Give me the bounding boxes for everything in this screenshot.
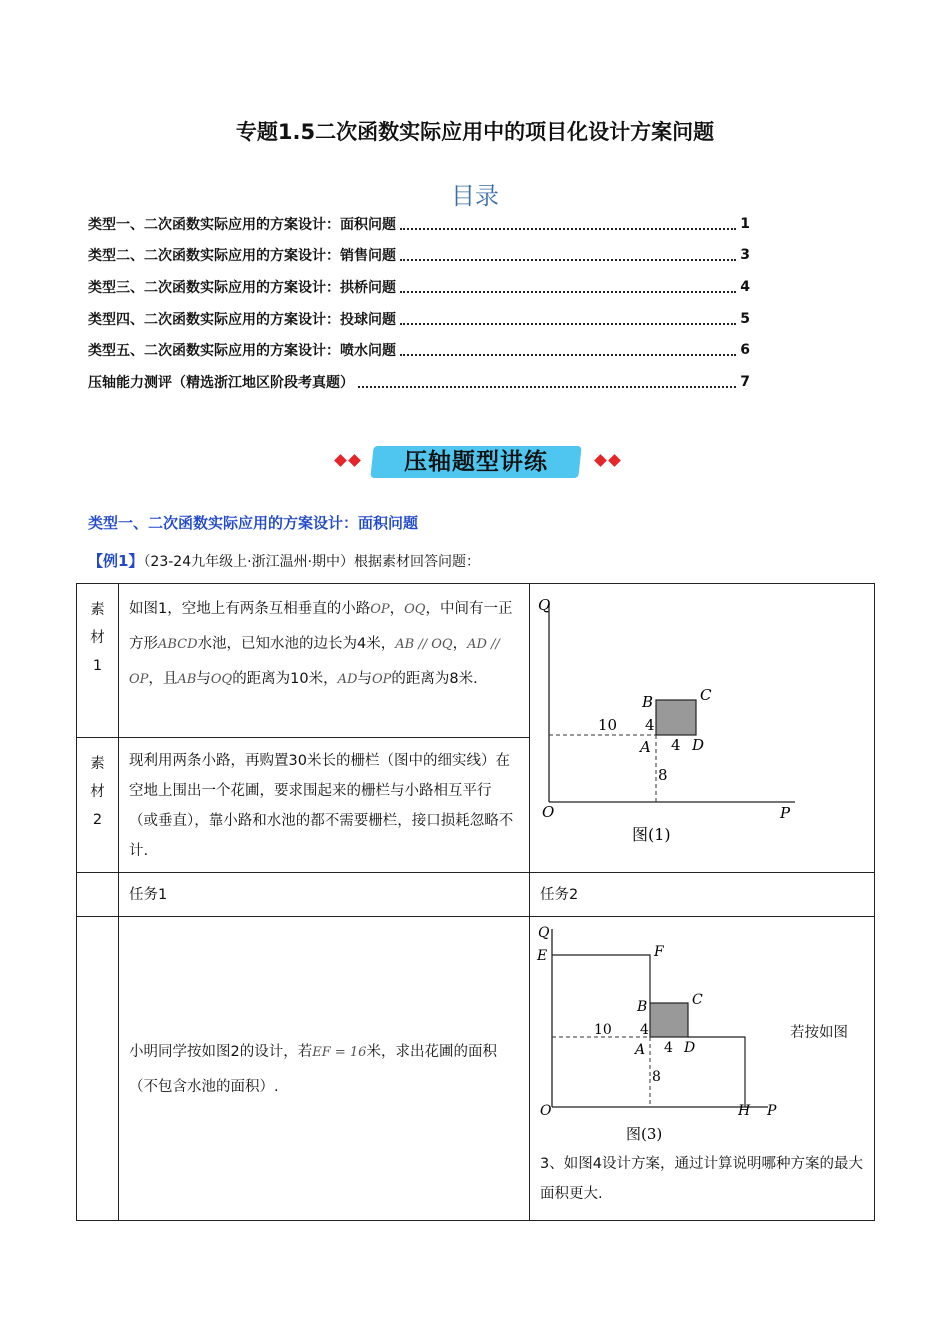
toc-item-2[interactable] bbox=[88, 240, 750, 272]
toc-item-text: 类型五、二次函数实际应用的方案设计：喷水问题 bbox=[88, 343, 396, 360]
dim-8: 8 bbox=[652, 1069, 661, 1085]
problem-table bbox=[76, 583, 875, 1221]
label-c: C bbox=[700, 686, 712, 704]
text-run: 水池，已知水池的边长为4米， bbox=[197, 636, 396, 652]
task-content-row bbox=[77, 917, 875, 1221]
text-run: 的距离为8米. bbox=[391, 671, 478, 687]
task-1-text bbox=[119, 917, 530, 1221]
toc-leader-dots bbox=[358, 376, 736, 388]
section-banner bbox=[334, 440, 622, 482]
example-intro bbox=[88, 550, 480, 571]
text-run: ， bbox=[452, 636, 468, 652]
toc-page-number: 1 bbox=[740, 215, 750, 232]
page-title: 专题1.5二次函数实际应用中的项目化设计方案问题 bbox=[235, 120, 715, 144]
math-oq: OQ bbox=[210, 672, 233, 687]
text-run: 的距离为10米， bbox=[232, 671, 338, 687]
label-f: F bbox=[654, 944, 664, 960]
label-p: P bbox=[780, 804, 791, 822]
toc-leader-dots bbox=[400, 249, 736, 261]
math-abcd: ABCD bbox=[158, 637, 198, 652]
toc-page-number: 4 bbox=[740, 278, 750, 295]
label-a: A bbox=[640, 738, 651, 756]
task-1-label: 任务1 bbox=[119, 873, 530, 917]
label-a: A bbox=[635, 1042, 646, 1058]
dim-bottom-4: 4 bbox=[671, 736, 681, 754]
toc-item-5[interactable] bbox=[88, 334, 750, 366]
label-char: 材 bbox=[90, 784, 105, 800]
material-2-text: 现利用两条小路，再购置30米长的栅栏（图中的细实线）在空地上围出一个花圃，要求围起来的栅栏与小路相互平行（或垂直），靠小路和水池的都不需要栅栏，接口损耗忽略不计. bbox=[119, 738, 530, 873]
toc-item-6[interactable] bbox=[88, 366, 750, 398]
text-run: 小明同学按如图2的设计，若 bbox=[129, 1044, 313, 1060]
math-op: OP bbox=[371, 672, 392, 687]
toc-item-1[interactable] bbox=[88, 208, 750, 240]
math-ef: EF = 16 bbox=[312, 1045, 367, 1060]
text-run: 与 bbox=[196, 671, 211, 687]
toc-item-text: 类型一、二次函数实际应用的方案设计：面积问题 bbox=[88, 216, 396, 233]
figure-1-caption: 图(1) bbox=[632, 825, 671, 844]
toc-item-text: 类型三、二次函数实际应用的方案设计：拱桥问题 bbox=[88, 279, 396, 296]
material-1-label bbox=[77, 584, 119, 738]
dim-bottom-4: 4 bbox=[664, 1040, 673, 1056]
diamond-icon bbox=[608, 454, 621, 467]
label-char: 材 bbox=[90, 630, 105, 646]
task-2-cell bbox=[530, 917, 875, 1221]
label-b: B bbox=[642, 693, 654, 711]
task-3-text: 3、如图4设计方案，通过计算说明哪种方案的最大面积更大. bbox=[540, 1156, 863, 1202]
fence-h bbox=[688, 1037, 745, 1107]
label-char: 1 bbox=[92, 658, 103, 674]
banner-title: 压轴题型讲练 bbox=[404, 449, 548, 475]
figure-1 bbox=[530, 584, 870, 870]
toc-item-text: 压轴能力测评（精选浙江地区阶段考真题） bbox=[88, 374, 354, 391]
diamond-icon bbox=[334, 454, 347, 467]
text-run: 与 bbox=[357, 671, 372, 687]
dim-side-4: 4 bbox=[640, 1022, 649, 1038]
label-char: 素 bbox=[90, 756, 105, 772]
math-oq: OQ bbox=[404, 602, 426, 617]
text-run: 如图1，空地上有两条互相垂直的小路 bbox=[129, 601, 371, 617]
pool-square bbox=[656, 700, 696, 735]
text-run: ， bbox=[389, 601, 405, 617]
toc-page-number: 3 bbox=[740, 247, 750, 264]
fence-ef bbox=[552, 955, 650, 1003]
math-ab: AB bbox=[177, 672, 197, 687]
toc-heading: 目录 bbox=[451, 182, 499, 210]
label-q: Q bbox=[538, 925, 550, 941]
text-run: ，中间有一正方形 bbox=[129, 601, 513, 652]
label-e: E bbox=[537, 948, 548, 964]
text-run: ，且 bbox=[148, 671, 178, 687]
dim-8: 8 bbox=[658, 766, 668, 784]
toc-leader-dots bbox=[400, 218, 736, 230]
pool-square bbox=[650, 1003, 688, 1037]
label-c: C bbox=[692, 992, 703, 1008]
material-1-text bbox=[119, 584, 530, 738]
math-ad: AD bbox=[337, 672, 358, 687]
figure-1-cell bbox=[530, 584, 875, 873]
math-ab-parallel-oq: AB // OQ bbox=[395, 637, 453, 652]
material-1-row bbox=[77, 584, 875, 738]
label-b: B bbox=[637, 999, 648, 1015]
table-of-contents bbox=[88, 208, 750, 398]
toc-item-3[interactable] bbox=[88, 271, 750, 303]
material-2-label bbox=[77, 738, 119, 873]
toc-leader-dots bbox=[400, 281, 736, 293]
dim-10: 10 bbox=[598, 716, 618, 734]
label-d: D bbox=[684, 1040, 696, 1056]
label-p: P bbox=[767, 1103, 777, 1119]
toc-page-number: 5 bbox=[740, 310, 750, 327]
task-header-row bbox=[77, 873, 875, 917]
label-o: O bbox=[540, 1103, 552, 1119]
example-label: 【例1】 bbox=[88, 552, 144, 570]
math-op: OP bbox=[370, 602, 390, 617]
label-char: 素 bbox=[90, 602, 105, 618]
empty-cell bbox=[77, 917, 119, 1221]
example-source: （23-24九年级上·浙江温州·期中）根据素材回答问题： bbox=[143, 554, 481, 570]
task-2-label: 任务2 bbox=[530, 873, 875, 917]
figure-3 bbox=[530, 917, 780, 1145]
toc-page-number: 7 bbox=[740, 373, 750, 390]
text-run: 米，求出花圃的面积（不包含水池的面积）. bbox=[129, 1044, 497, 1095]
label-o: O bbox=[542, 803, 555, 821]
toc-item-text: 类型二、二次函数实际应用的方案设计：销售问题 bbox=[88, 248, 396, 265]
label-d: D bbox=[692, 736, 705, 754]
label-q: Q bbox=[538, 596, 551, 614]
empty-cell bbox=[77, 873, 119, 917]
toc-page-number: 6 bbox=[740, 342, 750, 359]
figure-3-caption: 图(3) bbox=[626, 1125, 663, 1143]
diamond-icon bbox=[594, 454, 607, 467]
diamond-icon bbox=[348, 454, 361, 467]
toc-item-4[interactable] bbox=[88, 303, 750, 335]
label-char: 2 bbox=[92, 812, 103, 828]
label-h: H bbox=[738, 1103, 751, 1119]
task-2-side-text: 若按如图 bbox=[790, 1025, 848, 1041]
toc-leader-dots bbox=[400, 344, 736, 356]
toc-leader-dots bbox=[400, 313, 736, 325]
toc-item-text: 类型四、二次函数实际应用的方案设计：投球问题 bbox=[88, 311, 396, 328]
dim-10: 10 bbox=[594, 1022, 612, 1038]
math-ad-parallel-op: AD // OP bbox=[129, 637, 500, 687]
dim-side-4: 4 bbox=[645, 716, 655, 734]
section-heading: 类型一、二次函数实际应用的方案设计：面积问题 bbox=[88, 514, 419, 532]
